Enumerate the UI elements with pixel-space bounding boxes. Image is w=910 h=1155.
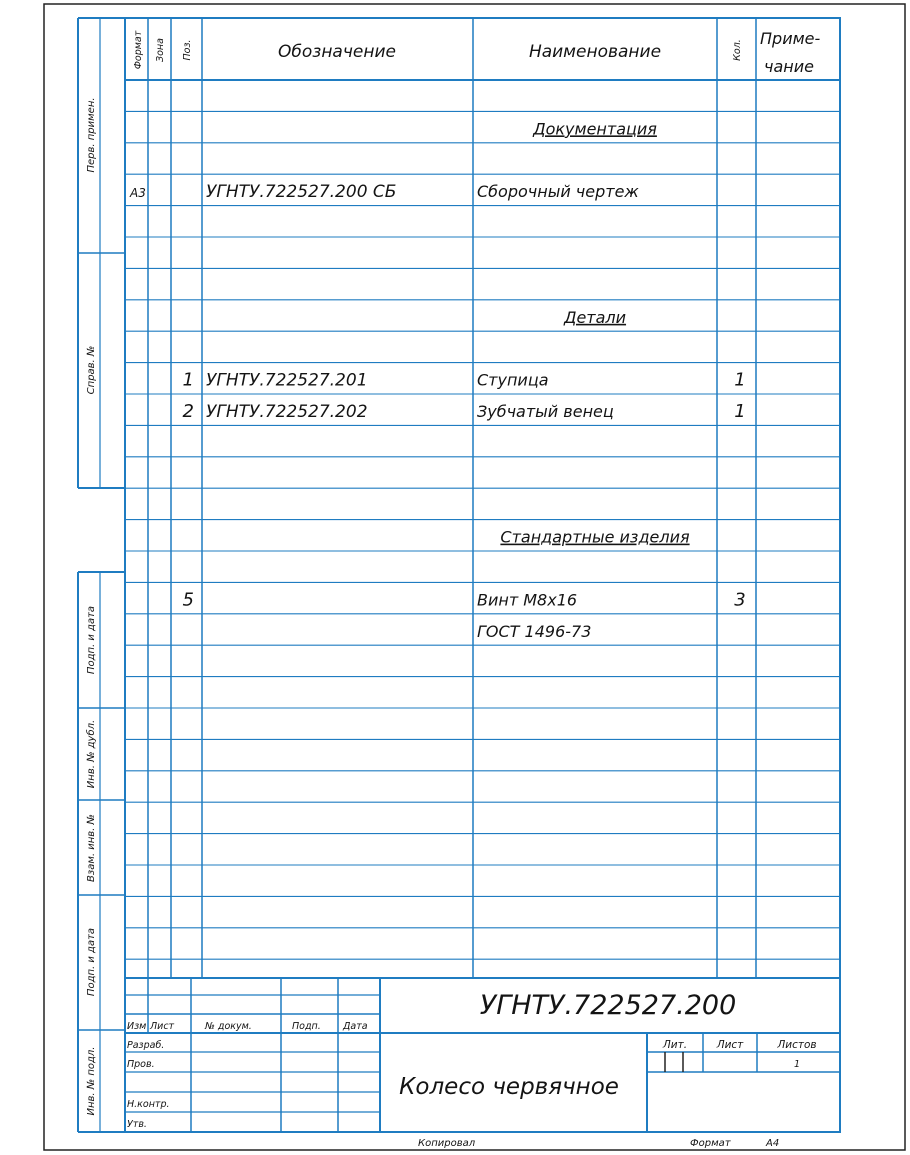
col-docnum: № докум.	[205, 1021, 252, 1032]
sheets-value: 1	[793, 1059, 801, 1070]
side-label-podp-data-bottom: Подп. и дата	[86, 927, 97, 997]
row-name: Зубчатый венец	[477, 402, 614, 421]
header-designation: Обозначение	[278, 42, 396, 62]
col-date: Дата	[343, 1021, 368, 1032]
row-name: ГОСТ 1496-73	[477, 621, 592, 641]
row-name: Винт М8х16	[477, 590, 578, 610]
row-qty: 3	[734, 589, 746, 611]
lit-boxes	[665, 1052, 683, 1072]
sheet-label: Лист	[716, 1039, 744, 1051]
left-margin-upper	[78, 18, 125, 488]
row-name: Ступица	[477, 370, 549, 390]
row-pos: 1	[182, 369, 194, 391]
lit-label: Лит.	[662, 1039, 688, 1051]
row-pos: 2	[182, 401, 194, 422]
header-note-line1: Приме-	[760, 29, 821, 48]
role-prov: Пров.	[127, 1059, 155, 1070]
side-label-sprav: Справ. №	[86, 345, 97, 395]
role-razrab: Разраб.	[127, 1040, 165, 1051]
header-format: Формат	[133, 30, 144, 70]
section-heading: Стандартные изделия	[500, 527, 690, 547]
row-qty: 1	[734, 401, 746, 422]
col-list: Лист	[150, 1021, 175, 1032]
col-izm: Изм	[127, 1021, 147, 1032]
row-designation: УГНТУ.722527.200 СБ	[206, 182, 397, 203]
header-zone: Зона	[155, 38, 166, 62]
spec-rows	[129, 119, 746, 640]
doc-code: УГНТУ.722527.200	[479, 990, 737, 1021]
footer-format-value: А4	[766, 1138, 780, 1149]
role-utv: Утв.	[127, 1119, 147, 1130]
section-heading: Документация	[533, 119, 657, 139]
section-heading: Детали	[563, 307, 627, 327]
side-label-vzam-inv: Взам. инв. №	[86, 814, 97, 882]
row-qty: 1	[734, 369, 746, 391]
row-designation: УГНТУ.722527.202	[206, 402, 368, 422]
side-label-podp-data-top: Подп. и дата	[86, 605, 97, 675]
sheets-label: Листов	[777, 1039, 817, 1051]
col-sign: Подп.	[292, 1021, 321, 1032]
side-label-inv-podl: Инв. № подл.	[86, 1046, 97, 1116]
header-name: Наименование	[528, 42, 662, 62]
footer-copied: Копировал	[418, 1138, 476, 1149]
row-name: Сборочный чертеж	[477, 182, 639, 202]
side-label-inv-dubl: Инв. № дубл.	[86, 719, 97, 789]
spec-row-lines	[125, 111, 840, 959]
role-n-kontr: Н.контр.	[127, 1099, 170, 1110]
footer-format-label: Формат	[690, 1138, 731, 1149]
row-pos: 5	[182, 589, 194, 611]
product-name: Колесо червячное	[399, 1074, 619, 1100]
row-format: А3	[130, 186, 146, 201]
header-note-line2: чание	[764, 57, 814, 76]
header-pos: Поз.	[182, 39, 193, 61]
row-designation: УГНТУ.722527.201	[206, 370, 368, 391]
header-qty: Кол.	[732, 39, 743, 61]
side-label-perv-primen: Перв. примен.	[86, 97, 97, 173]
